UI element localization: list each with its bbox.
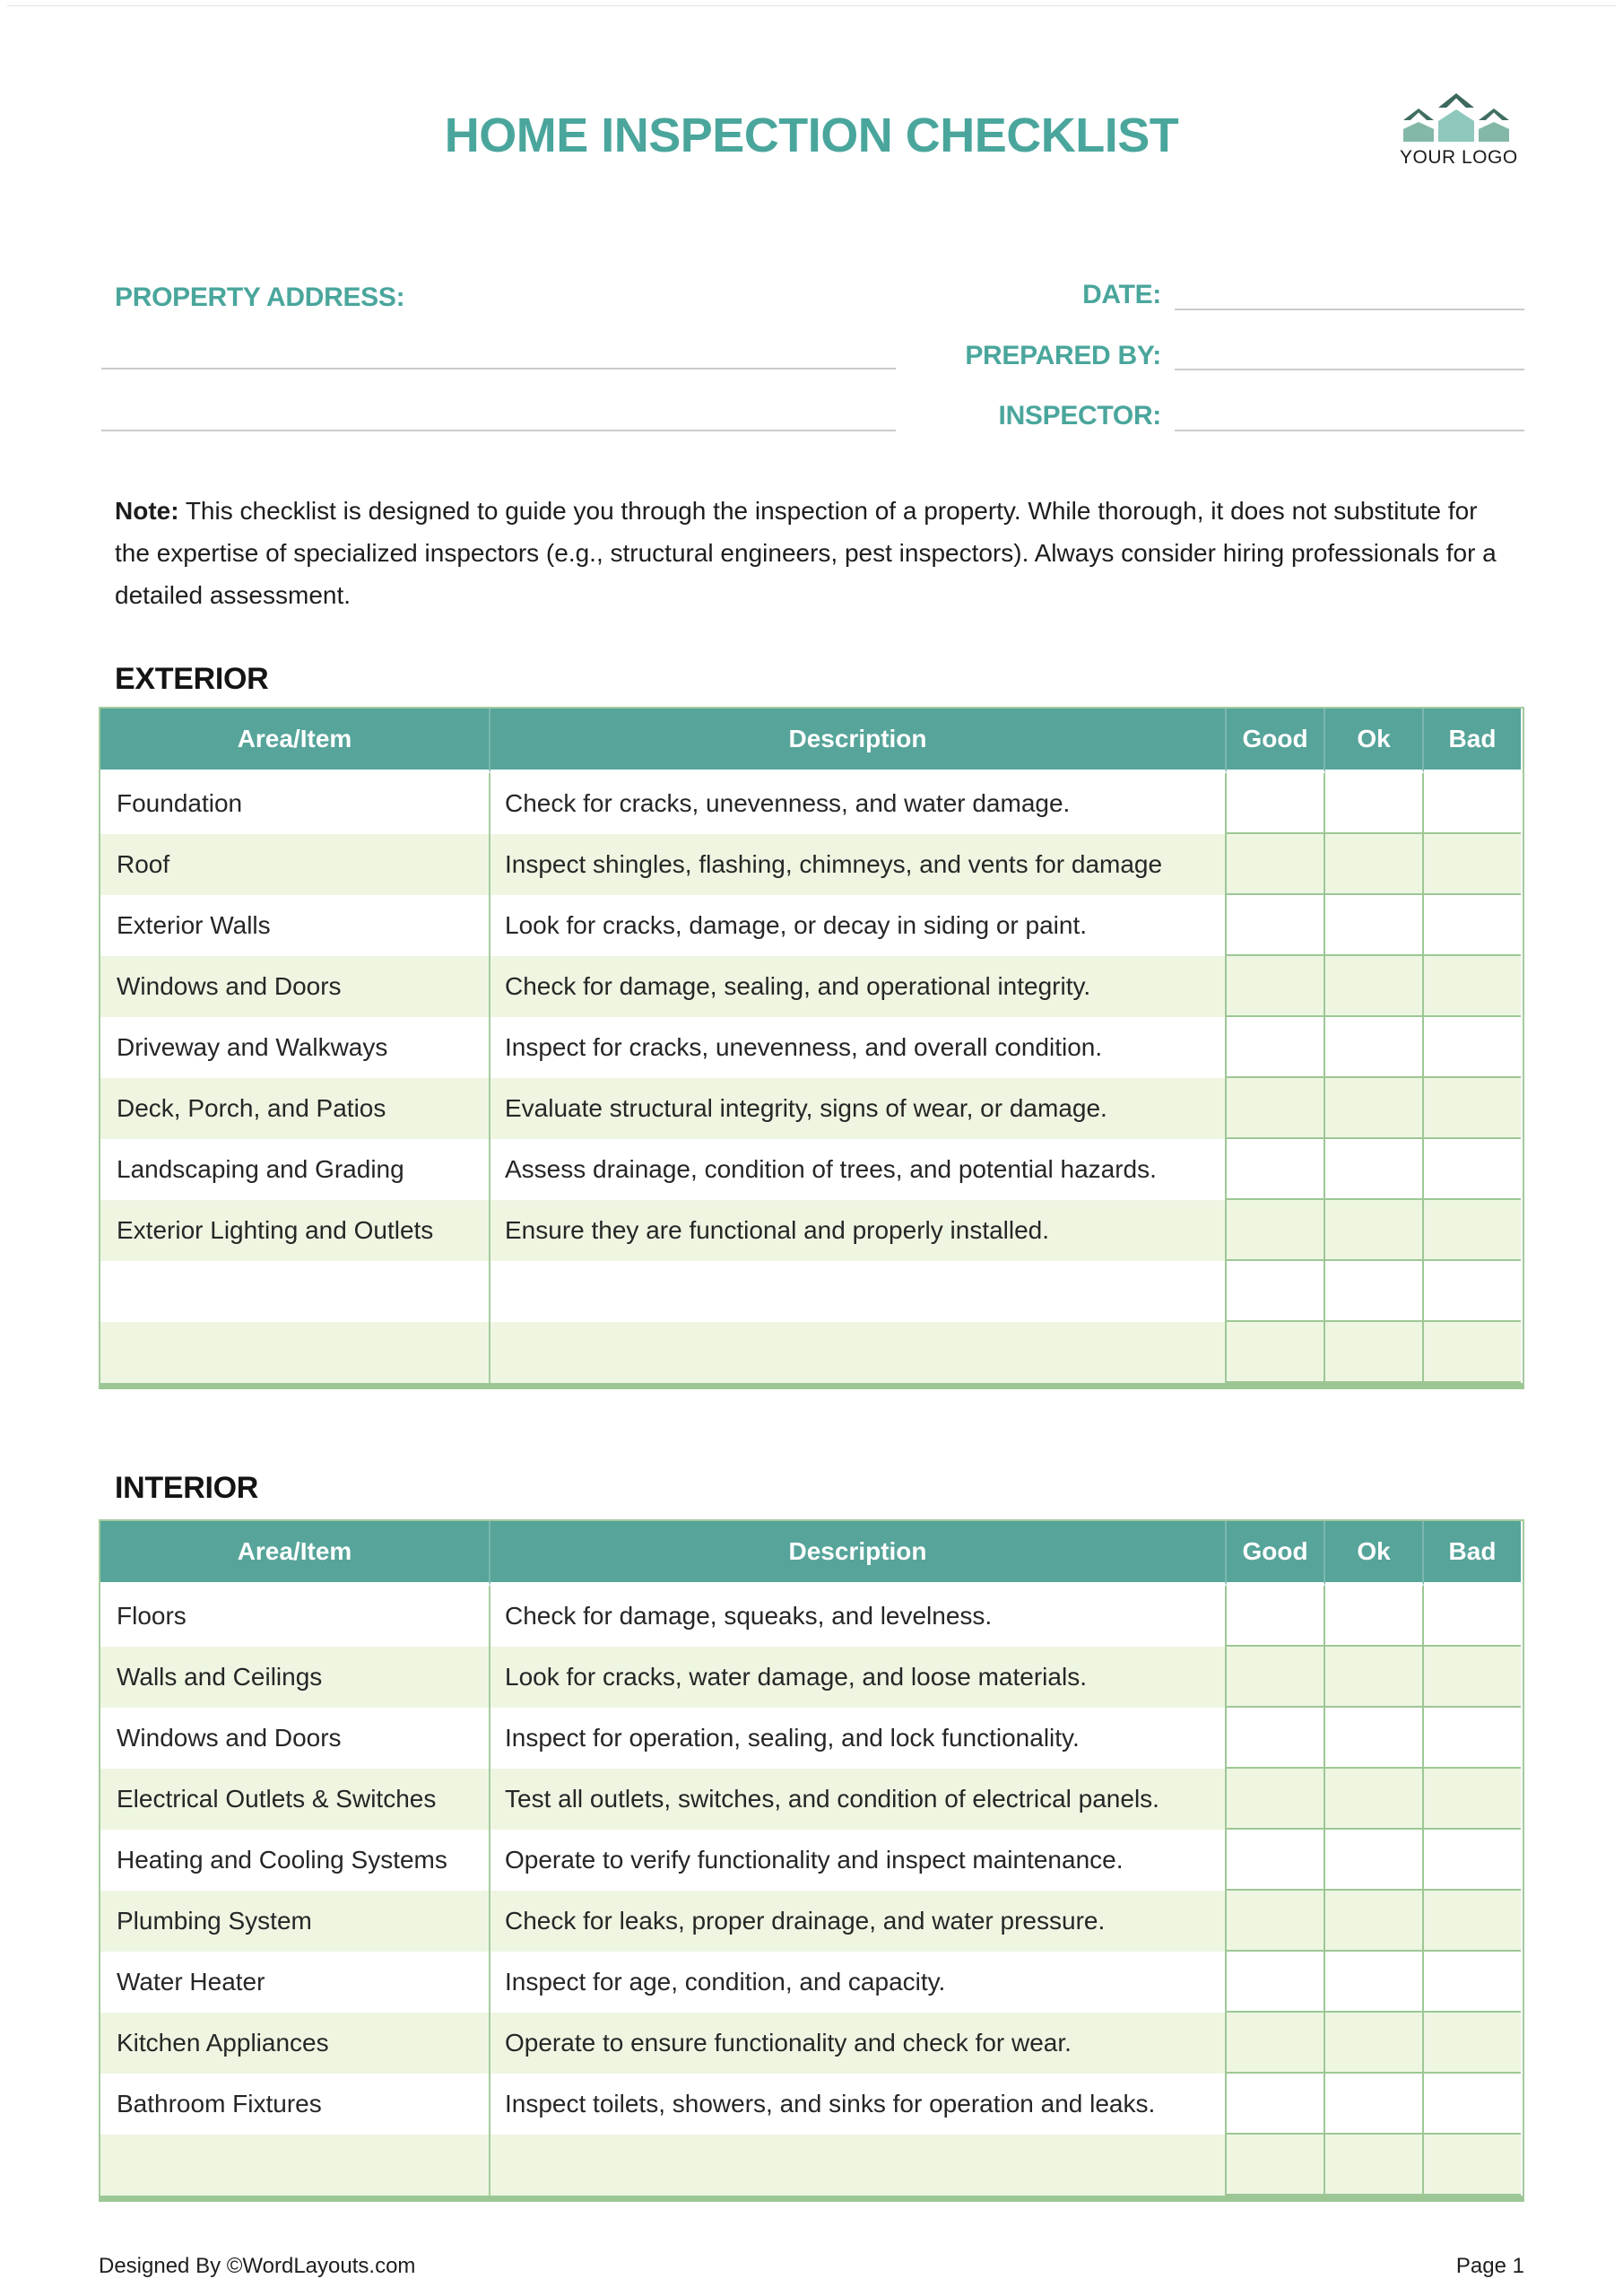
page-title: HOME INSPECTION CHECKLIST <box>444 109 1179 162</box>
checkbox-bad[interactable] <box>1424 1586 1521 1647</box>
checkbox-ok[interactable] <box>1325 1261 1424 1322</box>
checkbox-ok[interactable] <box>1325 1647 1424 1708</box>
date-input-line[interactable] <box>1175 309 1524 310</box>
description-cell: Check for damage, squeaks, and levelness. <box>490 1586 1227 1647</box>
footer-page-number: Page 1 <box>1455 2254 1524 2278</box>
area-item-cell: Deck, Porch, and Patios <box>100 1078 490 1139</box>
checkbox-good[interactable] <box>1227 1078 1325 1139</box>
description-cell: Operate to ensure functionality and check for wear. <box>490 2013 1227 2074</box>
column-header-bad: Bad <box>1424 1521 1521 1586</box>
area-item-cell: Windows and Doors <box>100 956 490 1017</box>
area-item-cell <box>100 1261 490 1322</box>
inspector-input-line[interactable] <box>1175 430 1524 431</box>
checkbox-good[interactable] <box>1227 895 1325 956</box>
checkbox-good[interactable] <box>1227 1891 1325 1952</box>
logo-placeholder-text: YOUR LOGO <box>1400 147 1518 168</box>
footer-credit: Designed By ©WordLayouts.com <box>99 2254 416 2278</box>
area-item-cell: Bathroom Fixtures <box>100 2074 490 2135</box>
description-cell: Inspect for age, condition, and capacity. <box>490 1952 1227 2013</box>
checkbox-good[interactable] <box>1227 2074 1325 2135</box>
description-cell: Check for damage, sealing, and operational integrity. <box>490 956 1227 1017</box>
checkbox-ok[interactable] <box>1325 1078 1424 1139</box>
checkbox-ok[interactable] <box>1325 773 1424 834</box>
note-label: Note: <box>115 497 179 525</box>
checkbox-bad[interactable] <box>1424 2074 1521 2135</box>
checkbox-good[interactable] <box>1227 1647 1325 1708</box>
column-header-description: Description <box>490 1521 1227 1586</box>
description-cell: Look for cracks, water damage, and loose materials. <box>490 1647 1227 1708</box>
checkbox-good[interactable] <box>1227 773 1325 834</box>
checkbox-ok[interactable] <box>1325 1322 1424 1383</box>
checkbox-ok[interactable] <box>1325 1586 1424 1647</box>
interior-table <box>99 1519 1524 2202</box>
date-label: DATE: <box>1082 280 1161 309</box>
column-header-ok: Ok <box>1325 1521 1424 1586</box>
checkbox-good[interactable] <box>1227 1261 1325 1322</box>
area-item-cell <box>100 2135 490 2196</box>
column-header-area-item: Area/Item <box>100 709 490 773</box>
checkbox-bad[interactable] <box>1424 1139 1521 1200</box>
description-cell: Ensure they are functional and properly installed. <box>490 1200 1227 1261</box>
checkbox-good[interactable] <box>1227 1830 1325 1891</box>
checkbox-bad[interactable] <box>1424 773 1521 834</box>
house-icon <box>1479 109 1509 142</box>
section-heading-interior: INTERIOR <box>115 1471 259 1505</box>
description-cell: Assess drainage, condition of trees, and potential hazards. <box>490 1139 1227 1200</box>
checkbox-good[interactable] <box>1227 1586 1325 1647</box>
checkbox-good[interactable] <box>1227 1322 1325 1383</box>
checkbox-bad[interactable] <box>1424 1708 1521 1769</box>
area-item-cell: Landscaping and Grading <box>100 1139 490 1200</box>
page-top-edge <box>7 5 1616 6</box>
checkbox-good[interactable] <box>1227 1139 1325 1200</box>
area-item-cell: Electrical Outlets & Switches <box>100 1769 490 1830</box>
checkbox-good[interactable] <box>1227 956 1325 1017</box>
checkbox-bad[interactable] <box>1424 834 1521 895</box>
checkbox-good[interactable] <box>1227 1017 1325 1078</box>
description-cell <box>490 1322 1227 1383</box>
checkbox-ok[interactable] <box>1325 2013 1424 2074</box>
description-cell: Evaluate structural integrity, signs of wear, or damage. <box>490 1078 1227 1139</box>
note-text: This checklist is designed to guide you through the inspection of a property. While thorough, it does not substitute for the expertise of specialized inspectors (e.g., structural engineers, pest inspectors). Always consider hiring professionals for a detailed assessment. <box>115 497 1497 609</box>
column-header-ok: Ok <box>1325 709 1424 773</box>
checkbox-ok[interactable] <box>1325 1830 1424 1891</box>
area-item-cell: Kitchen Appliances <box>100 2013 490 2074</box>
checkbox-bad[interactable] <box>1424 895 1521 956</box>
page-footer <box>99 2254 1524 2279</box>
checkbox-ok[interactable] <box>1325 1891 1424 1952</box>
column-header-good: Good <box>1227 1521 1325 1586</box>
description-cell: Inspect shingles, flashing, chimneys, and vents for damage <box>490 834 1227 895</box>
checkbox-good[interactable] <box>1227 1200 1325 1261</box>
area-item-cell: Heating and Cooling Systems <box>100 1830 490 1891</box>
checkbox-bad[interactable] <box>1424 1830 1521 1891</box>
checkbox-good[interactable] <box>1227 2135 1325 2196</box>
checkbox-bad[interactable] <box>1424 1952 1521 2013</box>
checkbox-good[interactable] <box>1227 834 1325 895</box>
property-address-line-2[interactable] <box>101 430 896 431</box>
description-cell: Inspect toilets, showers, and sinks for operation and leaks. <box>490 2074 1227 2135</box>
checkbox-bad[interactable] <box>1424 1200 1521 1261</box>
column-header-description: Description <box>490 709 1227 773</box>
checkbox-ok[interactable] <box>1325 2074 1424 2135</box>
description-cell: Look for cracks, damage, or decay in siding or paint. <box>490 895 1227 956</box>
checkbox-good[interactable] <box>1227 1769 1325 1830</box>
note-paragraph <box>115 490 1515 616</box>
checkbox-ok[interactable] <box>1325 834 1424 895</box>
description-cell: Test all outlets, switches, and condition of electrical panels. <box>490 1769 1227 1830</box>
checkbox-bad[interactable] <box>1424 1261 1521 1322</box>
description-cell: Check for leaks, proper drainage, and water pressure. <box>490 1891 1227 1952</box>
checkbox-ok[interactable] <box>1325 2135 1424 2196</box>
checkbox-good[interactable] <box>1227 1708 1325 1769</box>
checkbox-ok[interactable] <box>1325 1952 1424 2013</box>
checkbox-bad[interactable] <box>1424 1891 1521 1952</box>
checkbox-bad[interactable] <box>1424 2013 1521 2074</box>
checkbox-ok[interactable] <box>1325 1017 1424 1078</box>
checkbox-ok[interactable] <box>1325 956 1424 1017</box>
area-item-cell: Driveway and Walkways <box>100 1017 490 1078</box>
description-cell <box>490 1261 1227 1322</box>
area-item-cell: Roof <box>100 834 490 895</box>
area-item-cell <box>100 1322 490 1383</box>
area-item-cell: Walls and Ceilings <box>100 1647 490 1708</box>
checkbox-ok[interactable] <box>1325 1139 1424 1200</box>
checkbox-ok[interactable] <box>1325 1769 1424 1830</box>
checkbox-bad[interactable] <box>1424 1647 1521 1708</box>
exterior-table <box>99 707 1524 1389</box>
checkbox-bad[interactable] <box>1424 956 1521 1017</box>
property-address-line-1[interactable] <box>101 368 896 370</box>
houses-logo-icon <box>1400 91 1513 142</box>
description-cell: Check for cracks, unevenness, and water damage. <box>490 773 1227 834</box>
area-item-cell: Windows and Doors <box>100 1708 490 1769</box>
column-header-area-item: Area/Item <box>100 1521 490 1586</box>
area-item-cell: Plumbing System <box>100 1891 490 1952</box>
checkbox-good[interactable] <box>1227 1952 1325 2013</box>
house-icon <box>1403 109 1434 142</box>
column-header-good: Good <box>1227 709 1325 773</box>
property-address-label: PROPERTY ADDRESS: <box>115 283 405 312</box>
inspector-label: INSPECTOR: <box>998 401 1161 430</box>
description-cell: Inspect for operation, sealing, and lock functionality. <box>490 1708 1227 1769</box>
checkbox-bad[interactable] <box>1424 1769 1521 1830</box>
area-item-cell: Water Heater <box>100 1952 490 2013</box>
area-item-cell: Exterior Walls <box>100 895 490 956</box>
description-cell: Inspect for cracks, unevenness, and overall condition. <box>490 1017 1227 1078</box>
checkbox-ok[interactable] <box>1325 1200 1424 1261</box>
checkbox-bad[interactable] <box>1424 1078 1521 1139</box>
checkbox-bad[interactable] <box>1424 1017 1521 1078</box>
area-item-cell: Floors <box>100 1586 490 1647</box>
checkbox-ok[interactable] <box>1325 895 1424 956</box>
company-logo <box>1400 91 1518 169</box>
checkbox-bad[interactable] <box>1424 1322 1521 1383</box>
checkbox-ok[interactable] <box>1325 1708 1424 1769</box>
area-item-cell: Foundation <box>100 773 490 834</box>
prepared-by-input-line[interactable] <box>1175 369 1524 370</box>
area-item-cell: Exterior Lighting and Outlets <box>100 1200 490 1261</box>
prepared-by-label: PREPARED BY: <box>965 341 1161 370</box>
checkbox-good[interactable] <box>1227 2013 1325 2074</box>
description-cell: Operate to verify functionality and inspect maintenance. <box>490 1830 1227 1891</box>
house-icon <box>1438 93 1474 142</box>
description-cell <box>490 2135 1227 2196</box>
column-header-bad: Bad <box>1424 709 1521 773</box>
checkbox-bad[interactable] <box>1424 2135 1521 2196</box>
section-heading-exterior: EXTERIOR <box>115 662 269 696</box>
